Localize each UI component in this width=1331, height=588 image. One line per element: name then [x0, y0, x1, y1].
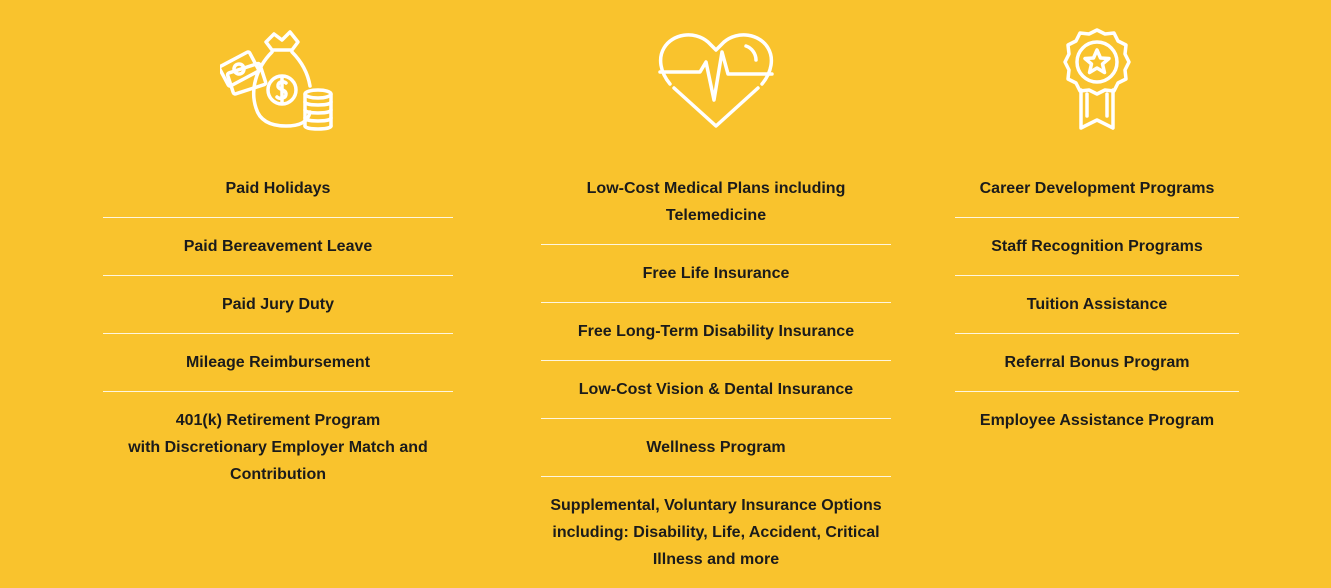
money-bag-icon — [103, 0, 453, 160]
benefit-item — [541, 160, 891, 245]
benefit-item — [541, 419, 891, 477]
benefit-label: Supplemental, Voluntary Insurance Options including: Disability, Life, Accident, Critical Illness and more — [550, 497, 882, 568]
benefit-label: Tuition Assistance — [1026, 296, 1168, 313]
benefits-column-financial — [103, 0, 453, 503]
benefit-item — [955, 276, 1239, 334]
benefit-label: Wellness Program — [646, 439, 786, 456]
benefit-label: Employee Assistance Program — [979, 412, 1215, 429]
benefit-item — [103, 392, 453, 503]
benefit-item — [541, 477, 891, 588]
benefit-item — [955, 392, 1239, 449]
benefits-column-health — [541, 0, 891, 588]
benefit-label-detail: with Discretionary Employer Match and Contribution — [128, 439, 428, 483]
benefit-item — [541, 245, 891, 303]
benefit-label: Paid Holidays — [225, 180, 331, 197]
benefit-item — [103, 276, 453, 334]
benefit-label: 401(k) Retirement Program — [175, 412, 381, 429]
award-ribbon-icon — [955, 0, 1239, 160]
benefit-item — [103, 160, 453, 218]
benefit-label: Low-Cost Medical Plans including Telemedicine — [586, 180, 846, 224]
benefit-label: Paid Bereavement Leave — [183, 238, 373, 255]
benefit-item — [541, 361, 891, 419]
heartbeat-icon — [541, 0, 891, 160]
benefit-label: Free Life Insurance — [642, 265, 790, 282]
benefit-label: Career Development Programs — [979, 180, 1215, 197]
benefit-label: Free Long-Term Disability Insurance — [577, 323, 855, 340]
benefit-label: Mileage Reimbursement — [185, 354, 371, 371]
benefit-item — [955, 334, 1239, 392]
benefits-column-development — [955, 0, 1239, 449]
benefit-item — [103, 218, 453, 276]
benefit-label: Staff Recognition Programs — [991, 238, 1203, 255]
benefit-label: Paid Jury Duty — [221, 296, 335, 313]
benefit-item — [955, 160, 1239, 218]
benefit-label: Low-Cost Vision & Dental Insurance — [578, 381, 854, 398]
benefit-item — [955, 218, 1239, 276]
benefit-item — [541, 303, 891, 361]
benefit-item — [103, 334, 453, 392]
benefit-label: Referral Bonus Program — [1004, 354, 1190, 371]
